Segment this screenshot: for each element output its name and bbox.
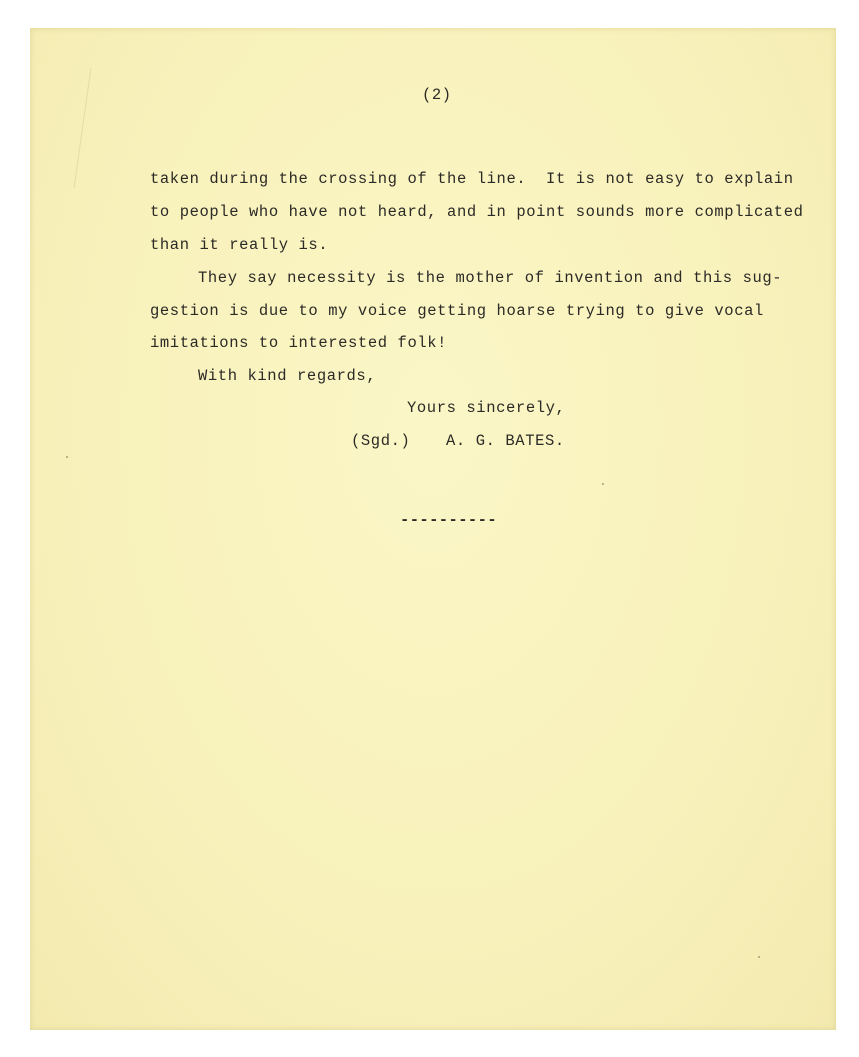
paper-speck	[66, 456, 68, 458]
body-line: imitations to interested folk!	[150, 334, 448, 352]
body-line: gestion is due to my voice getting hoarse trying to give vocal	[150, 302, 764, 320]
letter-page	[30, 28, 836, 1030]
body-line: taken during the crossing of the line. It is not easy to explain	[150, 170, 794, 188]
paper-speck	[602, 483, 604, 485]
closing-line: With kind regards,	[198, 367, 377, 385]
paper-speck	[758, 956, 760, 958]
body-line: than it really is.	[150, 236, 329, 254]
paper-crease	[74, 68, 122, 188]
divider-line: ----------	[400, 511, 498, 529]
signature-prefix: (Sgd.)	[351, 432, 411, 450]
valediction: Yours sincerely,	[407, 399, 566, 417]
body-line: They say necessity is the mother of invention and this sug-	[198, 269, 783, 287]
signature-name: A. G. BATES.	[446, 432, 565, 450]
body-line: to people who have not heard, and in point sounds more complicated	[150, 203, 804, 221]
page-number: (2)	[422, 86, 452, 104]
